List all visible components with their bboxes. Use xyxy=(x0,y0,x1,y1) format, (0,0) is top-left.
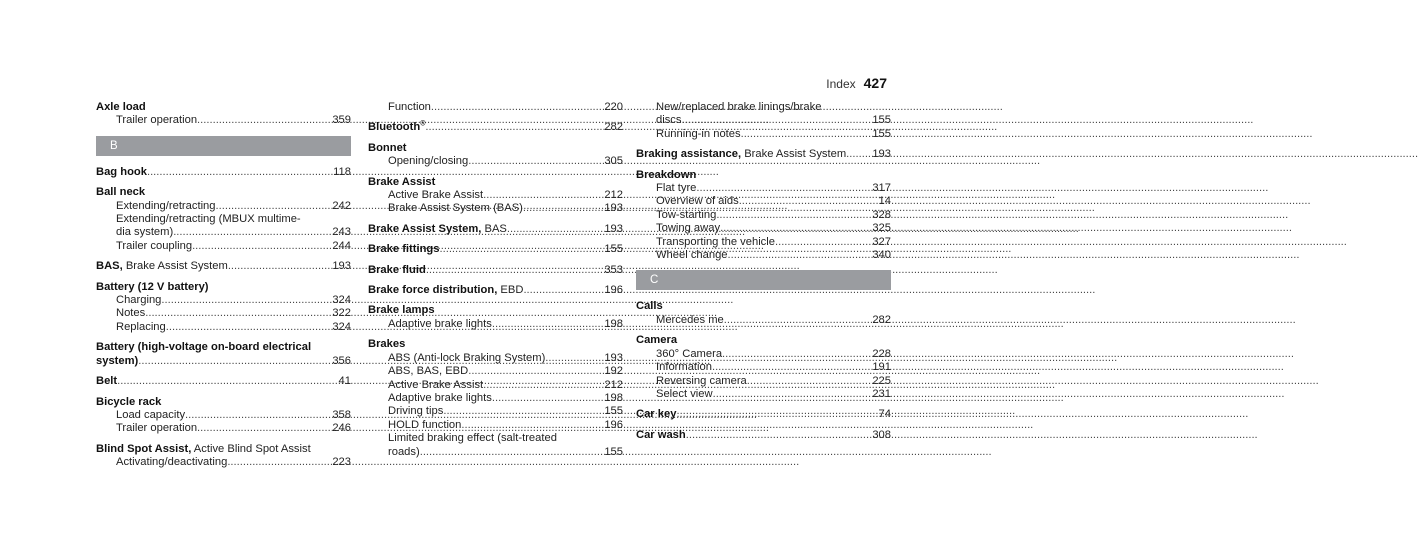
index-subentry[interactable]: HOLD function ..... 196 xyxy=(368,419,623,432)
index-subentry[interactable]: Tow-starting ..... 328 xyxy=(636,209,891,222)
index-entry-battery xyxy=(96,281,351,335)
index-entry-braking-assistance[interactable]: Braking assistance, Brake Assist System ..... 193 xyxy=(636,148,891,161)
index-entry-camera xyxy=(636,334,891,401)
entry-heading: Camera xyxy=(636,334,678,347)
index-subentry[interactable]: Reversing camera ..... 225 xyxy=(636,375,891,388)
header-title: Index xyxy=(826,77,856,91)
entry-heading: Bonnet xyxy=(368,141,407,154)
index-subentry[interactable]: ABS, BAS, EBD ..... 192 xyxy=(368,365,623,378)
index-entry-brake-linings xyxy=(636,101,891,141)
page-ref: 118 xyxy=(333,165,351,178)
index-entry-brake-assist-system[interactable]: Brake Assist System, BAS ..... 193 xyxy=(368,223,623,236)
index-subentry[interactable]: Brake Assist System (BAS) ..... 193 xyxy=(368,202,623,215)
index-subentry[interactable]: Trailer operation ..... 246 xyxy=(96,422,351,435)
index-entry-brake-fluid[interactable]: Brake fluid ..... 353 xyxy=(368,264,623,277)
index-subentry[interactable]: Mercedes me ..... 282 xyxy=(636,314,891,327)
entry-heading: Axle load xyxy=(96,101,146,113)
index-entry-bluetooth[interactable]: Bluetooth® ..... 282 xyxy=(368,121,623,134)
entry-heading: Brake lamps xyxy=(368,304,435,317)
index-subentry[interactable]: Overview of aids ..... 14 xyxy=(636,195,891,208)
index-entry-blind-spot: Blind Spot Assist, Active Blind Spot Assist Activating/deactivating ..... 223 xyxy=(96,443,351,470)
index-subentry[interactable]: Active Brake Assist ..... 212 xyxy=(368,189,623,202)
index-column-1 xyxy=(96,101,351,477)
index-entry-breakdown xyxy=(636,169,891,263)
index-entry-bicycle-rack xyxy=(96,396,351,436)
index-subentry-line: Extending/retracting (MBUX multime- xyxy=(116,213,301,226)
entry-heading: Bicycle rack xyxy=(96,395,162,408)
index-entry-brake-force[interactable]: Brake force distribution, EBD ..... 196 xyxy=(368,284,623,297)
index-entry-brakes xyxy=(368,338,623,459)
index-subentry[interactable]: Select view ..... 231 xyxy=(636,388,891,401)
index-subentry[interactable]: Extending/retracting ..... 242 xyxy=(96,200,351,213)
entry-heading: Calls xyxy=(636,300,663,313)
entry-heading: Ball neck xyxy=(96,186,146,199)
entry-heading: Brakes xyxy=(368,338,406,351)
index-subentry[interactable]: Driving tips ..... 155 xyxy=(368,405,623,418)
index-entry-car-key[interactable]: Car key ..... 74 xyxy=(636,408,891,421)
index-subentry[interactable]: Transporting the vehicle ..... 327 xyxy=(636,236,891,249)
index-subentry[interactable]: Opening/closing ..... 305 xyxy=(368,155,623,168)
index-column-2 xyxy=(368,101,623,466)
index-subentry[interactable]: Charging ..... 324 xyxy=(96,294,351,307)
index-entry-bas[interactable]: BAS, Brake Assist System ..... 193 xyxy=(96,260,351,273)
index-entry-brake-lamps xyxy=(368,304,623,331)
index-subentry-line: Limited braking effect (salt-treated xyxy=(388,432,557,445)
index-subentry[interactable]: dia system) ..... 243 xyxy=(96,226,351,239)
section-letter-c: C xyxy=(636,270,891,290)
index-entry-car-wash[interactable]: Car wash ..... 308 xyxy=(636,429,891,442)
index-subentry[interactable]: Towing away ..... 325 xyxy=(636,222,891,235)
index-subentry[interactable]: Notes ..... 322 xyxy=(96,307,351,320)
index-subentry[interactable]: Trailer operation ..... 359 xyxy=(96,114,351,127)
index-subentry[interactable]: Replacing ..... 324 xyxy=(96,321,351,334)
index-subentry[interactable]: Activating/deactivating ..... 223 xyxy=(96,456,351,469)
section-letter-b: B xyxy=(96,136,351,156)
index-subentry[interactable]: Load capacity ..... 358 xyxy=(96,409,351,422)
page-number: 427 xyxy=(863,75,887,91)
page-header xyxy=(826,75,887,91)
index-subentry[interactable]: discs ..... 155 xyxy=(636,114,891,127)
index-entry-belt[interactable]: Belt ..... 41 xyxy=(96,375,351,388)
index-entry-axle-load xyxy=(96,101,351,128)
index-subentry[interactable]: Information ..... 191 xyxy=(636,361,891,374)
index-subentry[interactable]: Adaptive brake lights ..... 198 xyxy=(368,318,623,331)
index-column-3 xyxy=(636,101,891,449)
entry-heading: Breakdown xyxy=(636,168,697,181)
index-entry-bonnet xyxy=(368,142,623,169)
index-entry-function[interactable]: Function ..... 220 xyxy=(368,101,623,114)
entry-heading: Battery (12 V battery) xyxy=(96,280,209,293)
index-subentry[interactable]: Flat tyre ..... 317 xyxy=(636,182,891,195)
index-subentry[interactable]: Active Brake Assist ..... 212 xyxy=(368,379,623,392)
index-subentry[interactable]: 360° Camera ..... 228 xyxy=(636,348,891,361)
index-subentry[interactable]: Trailer coupling ..... 244 xyxy=(96,240,351,253)
index-entry-brake-assist xyxy=(368,176,623,216)
index-entry-battery-hv[interactable]: Battery (high-voltage on-board electrical system) ..... 356 xyxy=(96,341,351,368)
index-subentry[interactable]: Adaptive brake lights ..... 198 xyxy=(368,392,623,405)
entry-heading: Brake Assist xyxy=(368,175,436,188)
index-entry-brake-fittings[interactable]: Brake fittings ..... 155 xyxy=(368,243,623,256)
index-subentry[interactable]: Wheel change ..... 340 xyxy=(636,249,891,262)
page-ref: 359 xyxy=(332,114,351,127)
index-subentry[interactable]: Running-in notes ..... 155 xyxy=(636,128,891,141)
index-entry-bag-hook[interactable]: Bag hook ..... 118 xyxy=(96,166,351,179)
index-subentry-line: New/replaced brake linings/brake xyxy=(656,101,822,113)
index-entry-calls xyxy=(636,300,891,327)
index-subentry[interactable]: ABS (Anti-lock Braking System) ..... 193 xyxy=(368,352,623,365)
index-entry-ball-neck xyxy=(96,186,351,253)
index-subentry[interactable]: roads) ..... 155 xyxy=(368,446,623,459)
